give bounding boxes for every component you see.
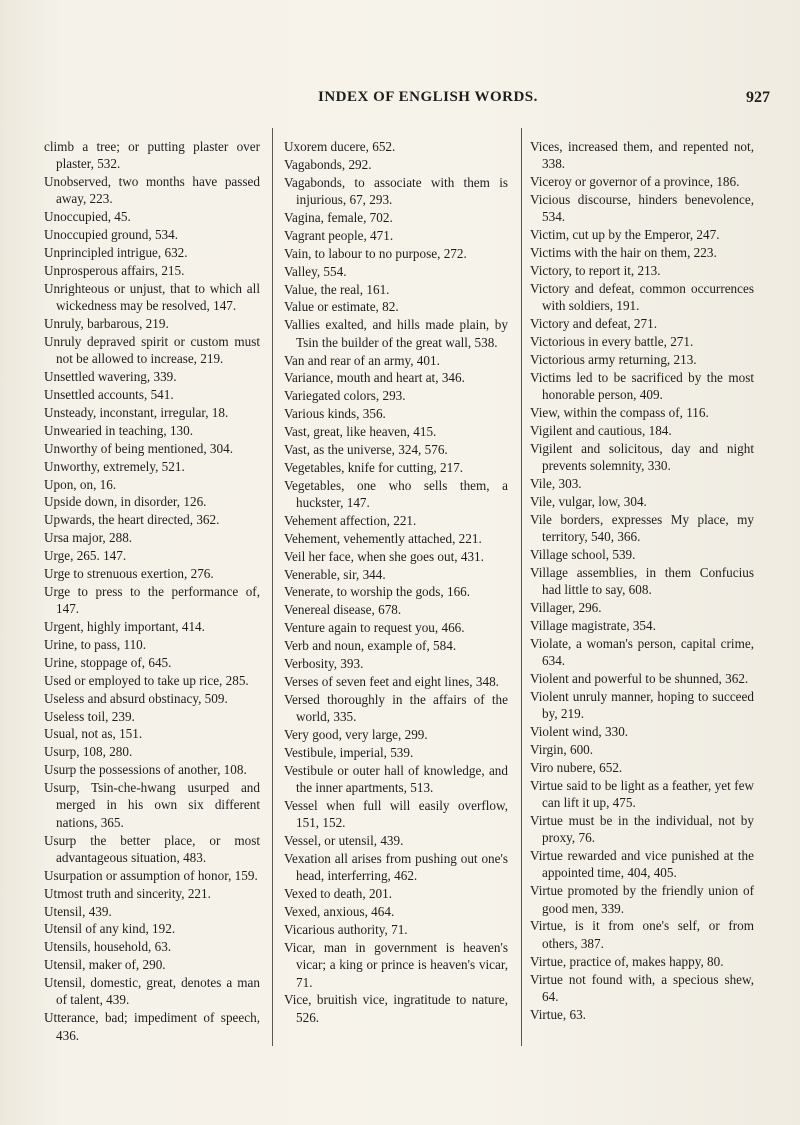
index-entry: Used or employed to take up rice, 285.	[44, 672, 249, 688]
index-entry: climb a tree; or putting plaster over plaster, 532.	[44, 139, 260, 172]
index-entry: Vagabonds, 292.	[284, 156, 372, 172]
index-entry: Vile borders, expresses My place, my territory, 540, 366.	[530, 511, 754, 545]
index-entry: Upwards, the heart directed, 362.	[44, 512, 220, 528]
index-entry: Vast, as the universe, 324, 576.	[284, 441, 448, 457]
index-entry: Urine, stoppage of, 645.	[44, 654, 172, 670]
index-entry: Viceroy or governor of a province, 186.	[530, 174, 740, 190]
index-entry: Utensils, household, 63.	[44, 939, 172, 955]
index-entry: Unoccupied ground, 534.	[44, 227, 179, 243]
index-entry: Urine, to pass, 110.	[44, 636, 147, 652]
index-entry: Usurpation or assumption of honor, 159.	[44, 867, 258, 883]
index-entry: Vicar, man in government is heaven's vicar; a king or prince is heaven's vicar, 71.	[284, 939, 508, 990]
index-entry: Valley, 554.	[284, 263, 347, 279]
index-entry: Usurp the possessions of another, 108.	[44, 762, 247, 778]
index-entry: Vice, bruitish vice, ingratitude to nature, 526.	[284, 992, 508, 1025]
column-divider	[521, 128, 522, 1046]
index-entry: Vexation all arises from pushing out one's head, interferring, 462.	[284, 851, 508, 884]
index-entry: Victim, cut up by the Emperor, 247.	[530, 227, 720, 243]
index-entry: Verses of seven feet and eight lines, 348.	[284, 673, 499, 689]
index-column-1	[44, 138, 260, 1044]
index-entry: Vast, great, like heaven, 415.	[284, 424, 437, 440]
index-entry: Versed thoroughly in the affairs of the world, 335.	[284, 691, 508, 725]
index-entry: Variegated colors, 293.	[284, 388, 406, 404]
index-entry: Virtue, practice of, makes happy, 80.	[530, 953, 724, 969]
index-entry: Uxorem ducere, 652.	[284, 139, 396, 154]
index-entry: Violate, a woman's person, capital crime, 634.	[530, 635, 754, 669]
index-entry: Virtue, is it from one's self, or from others, 387.	[530, 918, 754, 951]
index-entry: Utensil, 439.	[44, 903, 112, 919]
index-entry: Vagabonds, to associate with them is injurious, 67, 293.	[284, 174, 508, 208]
index-entry: Victims led to be sacrificed by the most honorable person, 409.	[530, 369, 754, 403]
index-entry: Virgin, 600.	[530, 741, 594, 757]
index-entry: Urge to press to the performance of, 147.	[44, 583, 260, 617]
index-entry: Vessel, or utensil, 439.	[284, 833, 404, 849]
index-entry: Vexed, anxious, 464.	[284, 904, 395, 920]
index-entry: Victory, to report it, 213.	[530, 263, 661, 279]
index-entry: Unwearied in teaching, 130.	[44, 422, 194, 438]
index-entry: Upside down, in disorder, 126.	[44, 494, 207, 510]
index-entry: Utmost truth and sincerity, 221.	[44, 885, 211, 901]
index-entry: Urge, 265. 147.	[44, 548, 127, 564]
index-entry: Vigilent and solicitous, day and night prevents solemnity, 330.	[530, 440, 754, 474]
index-column-3	[530, 138, 754, 1024]
index-entry: Usurp, Tsin-che-hwang usurped and merged in his own six different nations, 365.	[44, 780, 260, 830]
index-entry: Victims with the hair on them, 223.	[530, 245, 717, 261]
index-entry: Village school, 539.	[530, 546, 636, 562]
index-entry: Vestibule, imperial, 539.	[284, 744, 414, 760]
index-entry: Unoccupied, 45.	[44, 209, 131, 225]
index-entry: Villager, 296.	[530, 600, 602, 615]
index-entry: Vicious discourse, hinders benevolence, 534.	[530, 192, 754, 225]
index-entry: Village magistrate, 354.	[530, 617, 656, 633]
index-entry: Value, the real, 161.	[284, 281, 390, 297]
index-entry: Useless and absurd obstinacy, 509.	[44, 690, 228, 706]
index-entry: Verb and noun, example of, 584.	[284, 638, 457, 654]
index-entry: Urgent, highly important, 414.	[44, 619, 205, 635]
index-entry: Unrighteous or unjust, that to which all wickedness may be resolved, 147.	[44, 280, 260, 314]
index-entry: Victorious in every battle, 271.	[530, 334, 694, 350]
index-entry: Venereal disease, 678.	[284, 602, 402, 618]
index-entry: Utensil, maker of, 290.	[44, 957, 166, 973]
index-entry: Vegetables, one who sells them, a huckster, 147.	[284, 477, 508, 511]
index-entry: Unruly depraved spirit or custom must not be allowed to increase, 219.	[44, 334, 260, 367]
index-entry: Unobserved, two months have passed away, 223.	[44, 174, 260, 207]
index-entry: Victorious army returning, 213.	[530, 351, 697, 367]
index-entry: Unprosperous affairs, 215.	[44, 263, 185, 279]
index-entry: Viro nubere, 652.	[530, 759, 623, 775]
index-entry: View, within the compass of, 116.	[530, 404, 709, 420]
index-entry: Virtue not found with, a specious shew, 64.	[530, 971, 754, 1004]
index-entry: Victory and defeat, common occurrences with soldiers, 191.	[530, 280, 754, 314]
index-entry: Vallies exalted, and hills made plain, by Tsin the builder of the great wall, 538.	[284, 317, 508, 350]
index-entry: Vagina, female, 702.	[284, 209, 393, 225]
index-entry: Unworthy of being mentioned, 304.	[44, 440, 233, 456]
index-entry: Vices, increased them, and repented not, 338.	[530, 139, 754, 172]
index-entry: Vegetables, knife for cutting, 217.	[284, 459, 464, 475]
index-entry: Upon, on, 16.	[44, 476, 117, 492]
index-entry: Vexed to death, 201.	[284, 886, 393, 902]
index-entry: Ursa major, 288.	[44, 530, 133, 546]
page-header	[0, 89, 800, 113]
index-entry: Urge to strenuous exertion, 276.	[44, 566, 214, 581]
index-entry: Van and rear of an army, 401.	[284, 352, 440, 368]
index-entry: Verbosity, 393.	[284, 656, 364, 672]
index-entry: Vicarious authority, 71.	[284, 922, 408, 938]
index-entry: Vehement, vehemently attached, 221.	[284, 530, 482, 546]
index-entry: Unsteady, inconstant, irregular, 18.	[44, 404, 229, 420]
index-entry: Venture again to request you, 466.	[284, 620, 465, 636]
index-entry: Violent wind, 330.	[530, 724, 629, 740]
index-entry: Vain, to labour to no purpose, 272.	[284, 245, 467, 261]
index-entry: Virtue said to be light as a feather, yet few can lift it up, 475.	[530, 777, 754, 811]
index-entry: Veil her face, when she goes out, 431.	[284, 548, 484, 564]
index-entry: Various kinds, 356.	[284, 406, 386, 422]
index-entry: Utterance, bad; impediment of speech, 436.	[44, 1010, 260, 1043]
index-entry: Virtue, 63.	[530, 1006, 586, 1022]
index-entry: Usurp, 108, 280.	[44, 744, 133, 760]
index-entry: Virtue rewarded and vice punished at the appointed time, 404, 405.	[530, 848, 754, 881]
index-entry: Violent unruly manner, hoping to succeed by, 219.	[530, 688, 754, 722]
index-entry: Virtue must be in the individual, not by proxy, 76.	[530, 812, 754, 846]
index-entry: Vehement affection, 221.	[284, 512, 417, 528]
index-entry: Village assemblies, in them Confucius had little to say, 608.	[530, 564, 754, 598]
index-entry: Vagrant people, 471.	[284, 227, 394, 243]
index-entry: Unworthy, extremely, 521.	[44, 458, 185, 474]
index-entry: Utensil, domestic, great, denotes a man of talent, 439.	[44, 975, 260, 1008]
page-number: 927	[746, 89, 770, 106]
index-entry: Unprincipled intrigue, 632.	[44, 245, 188, 261]
index-entry: Utensil of any kind, 192.	[44, 921, 176, 937]
index-entry: Violent and powerful to be shunned, 362.	[530, 670, 749, 686]
index-entry: Usurp the better place, or most advantageous situation, 483.	[44, 832, 260, 865]
index-entry: Very good, very large, 299.	[284, 727, 428, 743]
index-entry: Victory and defeat, 271.	[530, 316, 658, 332]
index-entry: Vile, vulgar, low, 304.	[530, 493, 647, 509]
index-entry: Usual, not as, 151.	[44, 726, 143, 742]
index-entry: Variance, mouth and heart at, 346.	[284, 370, 465, 386]
index-entry: Vessel when full will easily overflow, 151, 152.	[284, 797, 508, 831]
index-entry: Unruly, barbarous, 219.	[44, 316, 169, 332]
index-entry: Virtue promoted by the friendly union of good men, 339.	[530, 883, 754, 916]
index-entry: Vile, 303.	[530, 475, 582, 491]
index-entry: Unsettled wavering, 339.	[44, 369, 177, 385]
index-entry: Vestibule or outer hall of knowledge, and the inner apartments, 513.	[284, 762, 508, 796]
column-divider	[272, 128, 273, 1046]
index-column-2	[284, 138, 508, 1027]
index-entry: Unsettled accounts, 541.	[44, 387, 174, 403]
running-title: INDEX OF ENGLISH WORDS.	[318, 89, 538, 105]
index-entry: Venerable, sir, 344.	[284, 566, 386, 582]
index-entry: Value or estimate, 82.	[284, 299, 399, 315]
index-entry: Useless toil, 239.	[44, 708, 135, 724]
index-entry: Venerate, to worship the gods, 166.	[284, 584, 471, 600]
index-entry: Vigilent and cautious, 184.	[530, 422, 672, 438]
